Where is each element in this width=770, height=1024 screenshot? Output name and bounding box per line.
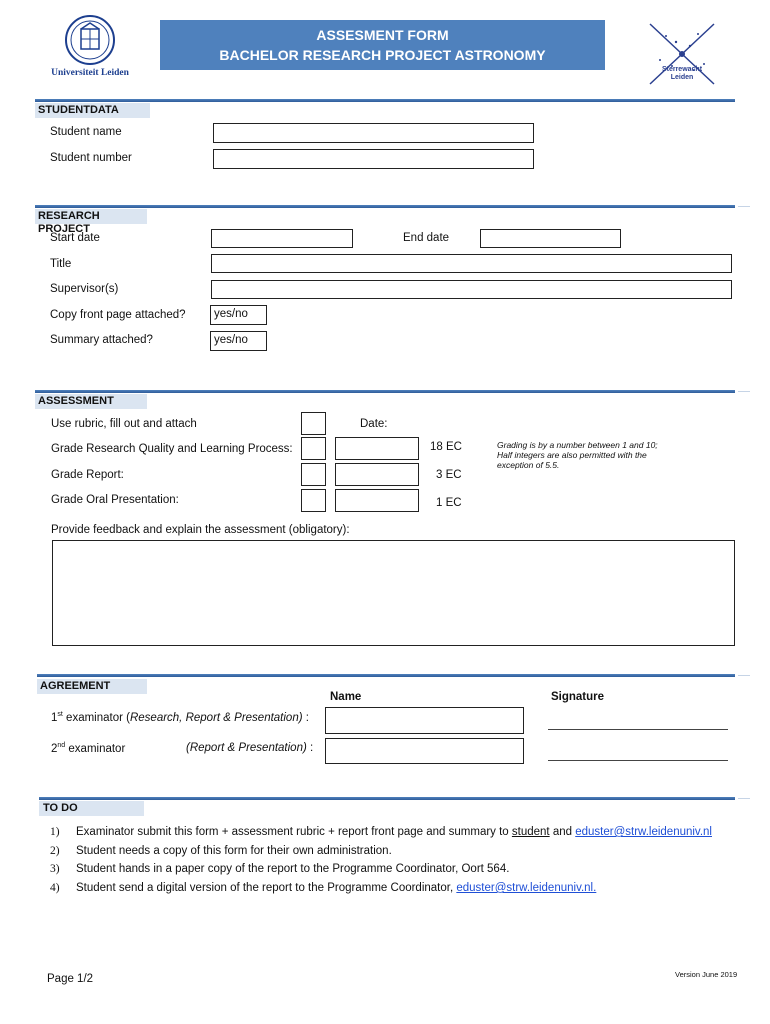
rubric-checkbox[interactable] — [301, 412, 326, 435]
copy-front-page-field[interactable]: yes/no — [210, 305, 267, 325]
title-banner — [160, 20, 605, 70]
todo-item — [50, 845, 392, 857]
student-name-label: Student name — [50, 126, 122, 138]
section-divider — [35, 205, 735, 208]
second-examinator-label — [51, 742, 125, 755]
end-date-label: End date — [403, 232, 450, 244]
first-examinator-name-field[interactable] — [325, 707, 524, 734]
todo-number: 3) — [50, 863, 60, 875]
form-subtitle: BACHELOR RESEARCH PROJECT ASTRONOMY — [219, 47, 546, 63]
section-heading-assessment: ASSESSMENT — [35, 394, 147, 409]
student-name-field[interactable] — [213, 123, 534, 143]
ec-report: 3 EC — [436, 469, 462, 481]
second-examinator-name-field[interactable] — [325, 738, 524, 764]
start-date-label: Start date — [50, 232, 100, 244]
grade-oral-mark-box[interactable] — [301, 489, 326, 512]
todo-item — [50, 863, 509, 875]
grade-research-mark-box[interactable] — [301, 437, 326, 460]
summary-attached-label: Summary attached? — [50, 334, 153, 346]
section-heading-agreement: AGREEMENT — [37, 679, 147, 694]
grade-report-field[interactable] — [335, 463, 419, 486]
university-logo — [45, 14, 135, 82]
second-examinator-text: examinator — [65, 742, 126, 755]
observatory-logo — [646, 20, 718, 90]
grading-note — [497, 440, 658, 470]
feedback-textarea[interactable] — [52, 540, 735, 646]
todo-text: Student send a digital version of the report to the Programme Coordinator, — [76, 882, 457, 894]
todo-underlined: student — [511, 826, 550, 838]
second-examinator-signature-line[interactable] — [548, 760, 728, 761]
grade-oral-field[interactable] — [335, 489, 419, 512]
section-divider-tail — [738, 798, 750, 799]
date-label: Date: — [360, 418, 388, 430]
signature-column-header: Signature — [551, 691, 605, 703]
observatory-logo-text2: Leiden — [670, 74, 694, 81]
student-number-field[interactable] — [213, 149, 534, 169]
first-examinator-signature-line[interactable] — [548, 729, 728, 730]
section-divider-tail — [738, 391, 750, 392]
first-examinator-number: 1 — [51, 711, 58, 724]
name-column-header: Name — [330, 691, 362, 703]
title-label: Title — [50, 258, 72, 270]
todo-item — [50, 882, 596, 894]
first-examinator-colon: : — [302, 711, 309, 724]
feedback-label: Provide feedback and explain the assessment (obligatory): — [51, 524, 350, 536]
first-examinator-text: examinator ( — [62, 711, 130, 724]
second-examinator-scope: (Report & Presentation) — [186, 742, 307, 754]
form-title: ASSESMENT FORM — [316, 27, 449, 43]
section-divider-tail — [738, 675, 750, 676]
grading-note-line1: Grading is by a number between 1 and 10; — [497, 440, 658, 450]
todo-number: 2) — [50, 845, 60, 857]
grade-research-field[interactable] — [335, 437, 419, 460]
page-number: Page 1/2 — [47, 973, 94, 985]
end-date-field[interactable] — [480, 229, 621, 248]
first-examinator-scope: Research, Report & Presentation) — [129, 711, 303, 724]
version-label: Version June 2019 — [675, 970, 738, 979]
todo-mid: and — [549, 826, 576, 838]
grade-research-label: Grade Research Quality and Learning Process: — [51, 443, 293, 455]
email-link[interactable]: eduster@strw.leidenuniv.nl. — [456, 882, 597, 894]
section-divider-tail — [738, 206, 750, 207]
section-divider — [35, 99, 735, 102]
second-examinator-number: 2 — [51, 742, 58, 755]
supervisors-field[interactable] — [211, 280, 732, 299]
email-link[interactable]: eduster@strw.leidenuniv.nl — [575, 826, 712, 838]
rubric-label: Use rubric, fill out and attach — [51, 418, 197, 430]
first-examinator-sup: st — [57, 711, 63, 718]
todo-number: 1) — [50, 826, 60, 838]
section-divider — [37, 674, 735, 677]
copy-front-page-label: Copy front page attached? — [50, 309, 186, 321]
summary-attached-field[interactable]: yes/no — [210, 331, 267, 351]
section-divider — [39, 797, 735, 800]
grading-note-line2: Half integers are also permitted with the — [497, 450, 647, 460]
section-heading-studentdata: STUDENTDATA — [35, 103, 150, 118]
university-seal-icon — [45, 14, 135, 66]
grade-report-mark-box[interactable] — [301, 463, 326, 486]
university-logo-text: Universiteit Leiden — [51, 68, 129, 78]
todo-item — [50, 826, 712, 838]
observatory-logo-text1: Sterrewacht — [661, 66, 703, 73]
student-number-label: Student number — [50, 152, 132, 164]
section-heading-research: RESEARCH PROJECT — [35, 209, 147, 224]
supervisors-label: Supervisor(s) — [50, 283, 119, 295]
section-divider — [35, 390, 735, 393]
second-examinator-sup: nd — [57, 742, 66, 749]
second-examinator-colon: : — [306, 742, 314, 754]
grading-note-line3: exception of 5.5. — [497, 460, 560, 470]
title-field[interactable] — [211, 254, 732, 273]
section-heading-todo: TO DO — [39, 801, 144, 816]
start-date-field[interactable] — [211, 229, 353, 248]
todo-text: Student hands in a paper copy of the report to the Programme Coordinator, Oort 564. — [76, 863, 510, 875]
todo-text: Student needs a copy of this form for their own administration. — [76, 845, 392, 857]
todo-text: Examinator submit this form + assessment rubric + report front page and summary to — [76, 826, 512, 838]
ec-research: 18 EC — [430, 441, 462, 453]
grade-report-label: Grade Report: — [51, 469, 124, 481]
grade-oral-label: Grade Oral Presentation: — [51, 494, 179, 506]
first-examinator-label — [51, 711, 309, 724]
ec-oral: 1 EC — [436, 497, 462, 509]
todo-number: 4) — [50, 882, 60, 894]
second-examinator-scope-label — [186, 742, 313, 754]
